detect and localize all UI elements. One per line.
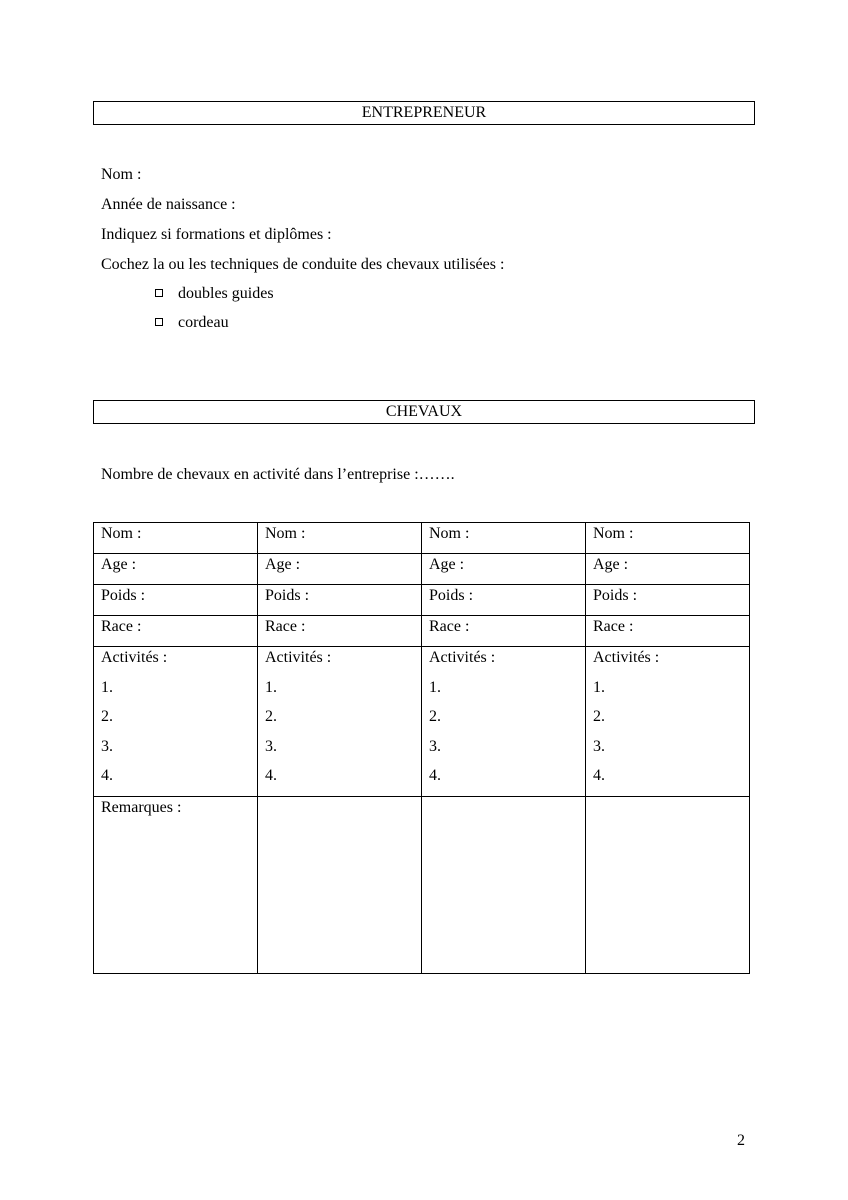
activites-label: Activités : [593, 649, 660, 666]
table-cell: Race : [586, 616, 750, 647]
table-cell [94, 647, 258, 797]
table-cell [422, 797, 586, 974]
table-cell: Race : [94, 616, 258, 647]
table-cell: Age : [586, 554, 750, 585]
table-row-remarques [94, 797, 750, 974]
option-cordeau[interactable] [155, 313, 229, 333]
table-row-age [94, 554, 750, 585]
table-cell [422, 647, 586, 797]
activite-item: 2. [593, 708, 605, 726]
table-cell: Nom : [94, 523, 258, 554]
page-number: 2 [737, 1132, 745, 1149]
activite-item: 4. [593, 767, 605, 785]
option-doubles-guides[interactable] [155, 284, 274, 304]
activite-item: 4. [101, 767, 113, 785]
activite-item: 1. [429, 678, 441, 696]
table-cell: Nom : [586, 523, 750, 554]
horses-table [93, 522, 750, 974]
section-header-chevaux: CHEVAUX [93, 400, 755, 424]
field-formations: Indiquez si formations et diplômes : [101, 226, 332, 243]
activite-item: 3. [101, 737, 113, 755]
activite-item: 4. [429, 767, 441, 785]
activite-item: 2. [265, 708, 277, 726]
table-row-poids [94, 585, 750, 616]
activite-item: 2. [101, 708, 113, 726]
activite-item: 3. [265, 737, 277, 755]
table-cell: Age : [422, 554, 586, 585]
option-label: cordeau [178, 314, 229, 331]
table-cell: Age : [258, 554, 422, 585]
activites-label: Activités : [429, 649, 496, 666]
section-header-entrepreneur: ENTREPRENEUR [93, 101, 755, 125]
activite-item: 1. [265, 678, 277, 696]
table-cell: Race : [422, 616, 586, 647]
field-nom: Nom : [101, 166, 142, 183]
table-cell: Poids : [258, 585, 422, 616]
activite-item: 2. [429, 708, 441, 726]
horse-count-line: Nombre de chevaux en activité dans l’entreprise :……. [101, 466, 455, 483]
table-cell: Age : [94, 554, 258, 585]
activites-label: Activités : [265, 649, 332, 666]
table-cell: Poids : [94, 585, 258, 616]
table-cell [586, 647, 750, 797]
activite-item: 3. [429, 737, 441, 755]
table-row-activites [94, 647, 750, 797]
field-annee-naissance: Année de naissance : [101, 196, 236, 213]
field-techniques: Cochez la ou les techniques de conduite des chevaux utilisées : [101, 256, 505, 273]
table-cell [258, 797, 422, 974]
activite-item: 1. [593, 678, 605, 696]
table-cell: Poids : [422, 585, 586, 616]
table-cell [258, 647, 422, 797]
table-cell: Remarques : [94, 797, 258, 974]
table-cell: Nom : [422, 523, 586, 554]
activite-item: 4. [265, 767, 277, 785]
activite-item: 3. [593, 737, 605, 755]
table-cell: Race : [258, 616, 422, 647]
activites-label: Activités : [101, 649, 168, 666]
option-label: doubles guides [178, 285, 274, 302]
table-row-race [94, 616, 750, 647]
activite-item: 1. [101, 678, 113, 696]
table-row-nom [94, 523, 750, 554]
checkbox-icon[interactable] [155, 318, 163, 326]
table-cell: Poids : [586, 585, 750, 616]
table-cell [586, 797, 750, 974]
checkbox-icon[interactable] [155, 289, 163, 297]
table-cell: Nom : [258, 523, 422, 554]
